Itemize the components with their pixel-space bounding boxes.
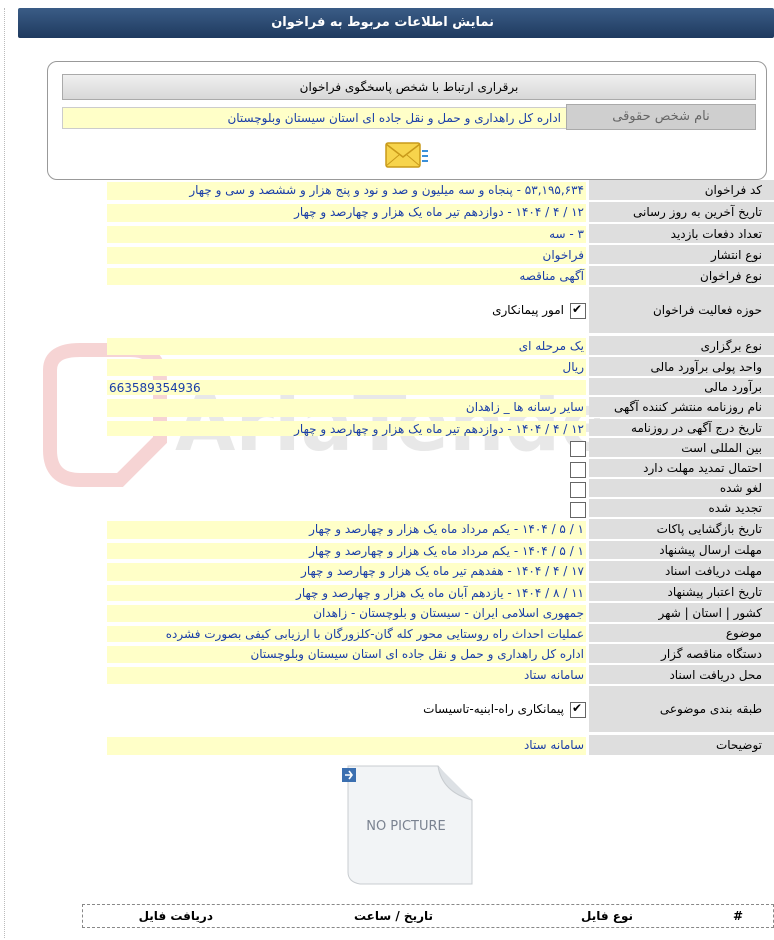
contact-person-label: نام شخص حقوقی	[566, 104, 756, 130]
no-picture-image[interactable]	[338, 762, 478, 888]
field-cancelled: لغو شده	[107, 479, 774, 499]
field-location: کشور | استان | شهر جمهوری اسلامی ایران - سیستان و بلوچستان - زاهدان	[107, 603, 774, 624]
field-currency: واحد پولی برآورد مالی ریال	[107, 357, 774, 378]
extension-checkbox[interactable]	[570, 462, 586, 478]
field-activity: حوزه فعالیت فراخوان ✔ امور پیمانکاری	[107, 287, 774, 335]
field-hold-type: نوع برگزاری یک مرحله ای	[107, 336, 774, 357]
field-code: کد فراخوان ۵۳,۱۹۵,۶۳۴ - پنجاه و سه میلیون و صد و نود و پنج هزار و ششصد و سی و چهار	[107, 180, 774, 202]
activity-option-label: امور پیمانکاری	[492, 303, 564, 317]
page-edge-line	[4, 8, 6, 938]
field-call-type: نوع فراخوان آگهی مناقصه	[107, 266, 774, 287]
field-renewed: تجدید شده	[107, 499, 774, 519]
field-notes: توضیحات سامانه ستاد	[107, 735, 774, 757]
field-extension: احتمال تمدید مهلت دارد	[107, 459, 774, 479]
field-news-date: تاریخ درج آگهی در روزنامه ۱۲ / ۴ / ۱۴۰۴ - دوازدهم تیر ماه یک هزار و چهارصد و چهار	[107, 419, 774, 438]
cancelled-checkbox[interactable]	[570, 482, 586, 498]
field-category: طبقه بندی موضوعی ✔ پیمانکاری راه-ابنیه-تاسیسات	[107, 686, 774, 734]
field-open-date: تاریخ بازگشایی پاکات ۱ / ۵ / ۱۴۰۴ - یکم مرداد ماه یک هزار و چهارصد و چهار	[107, 519, 774, 541]
contact-title[interactable]: برقراری ارتباط با شخص پاسخگوی فراخوان	[62, 74, 756, 100]
field-last-update: تاریخ آخرین به روز رسانی ۱۲ / ۴ / ۱۴۰۴ - دوازدهم تیر ماه یک هزار و چهارصد و چهار	[107, 202, 774, 224]
page-title: نمایش اطلاعات مربوط به فراخوان	[271, 15, 494, 30]
field-subject: موضوع عملیات احداث راه روستایی محور کله گان-کلزورگان با ارزیابی کیفی بصورت فشرده	[107, 624, 774, 644]
field-organizer: دستگاه مناقصه گزار اداره کل راهداری و حمل و نقل جاده ای استان سیستان وبلوچستان	[107, 644, 774, 665]
field-doc-deadline: مهلت دریافت اسناد ۱۷ / ۴ / ۱۴۰۴ - هفدهم تیر ماه یک هزار و چهارصد و چهار	[107, 561, 774, 583]
renewed-checkbox[interactable]	[570, 502, 586, 518]
category-option-label: پیمانکاری راه-ابنیه-تاسیسات	[423, 702, 564, 716]
activity-checkbox[interactable]	[570, 303, 586, 319]
col-date-time: تاریخ / ساعت	[353, 909, 433, 923]
page-header	[18, 8, 774, 38]
field-doc-place: محل دریافت اسناد سامانه ستاد	[107, 665, 774, 686]
envelope-icon[interactable]	[384, 138, 430, 174]
field-visits: تعداد دفعات بازدید ۳ - سه	[107, 224, 774, 245]
field-newspaper: نام روزنامه منتشر کننده آگهی سایر رسانه ها _ زاهدان	[107, 397, 774, 419]
category-checkbox[interactable]	[570, 702, 586, 718]
col-number: #	[732, 909, 743, 923]
contact-person-value: اداره کل راهداری و حمل و نقل جاده ای استان سیستان وبلوچستان	[62, 107, 568, 129]
contact-panel	[47, 61, 767, 180]
field-international: بین المللی است	[107, 438, 774, 459]
files-table-header	[82, 904, 774, 928]
col-file-type: نوع فایل	[581, 909, 633, 923]
field-send-deadline: مهلت ارسال پیشنهاد ۱ / ۵ / ۱۴۰۴ - یکم مرداد ماه یک هزار و چهارصد و چهار	[107, 541, 774, 561]
no-picture-text: NO PICTURE	[366, 819, 446, 834]
field-validity: تاریخ اعتبار پیشنهاد ۱۱ / ۸ / ۱۴۰۴ - یازدهم آبان ماه یک هزار و چهارصد و چهار	[107, 583, 774, 603]
international-checkbox[interactable]	[570, 441, 586, 457]
field-estimate: برآورد مالی 663589354936	[107, 378, 774, 397]
field-publish-type: نوع انتشار فراخوان	[107, 245, 774, 266]
col-download: دریافت فایل	[138, 909, 213, 923]
